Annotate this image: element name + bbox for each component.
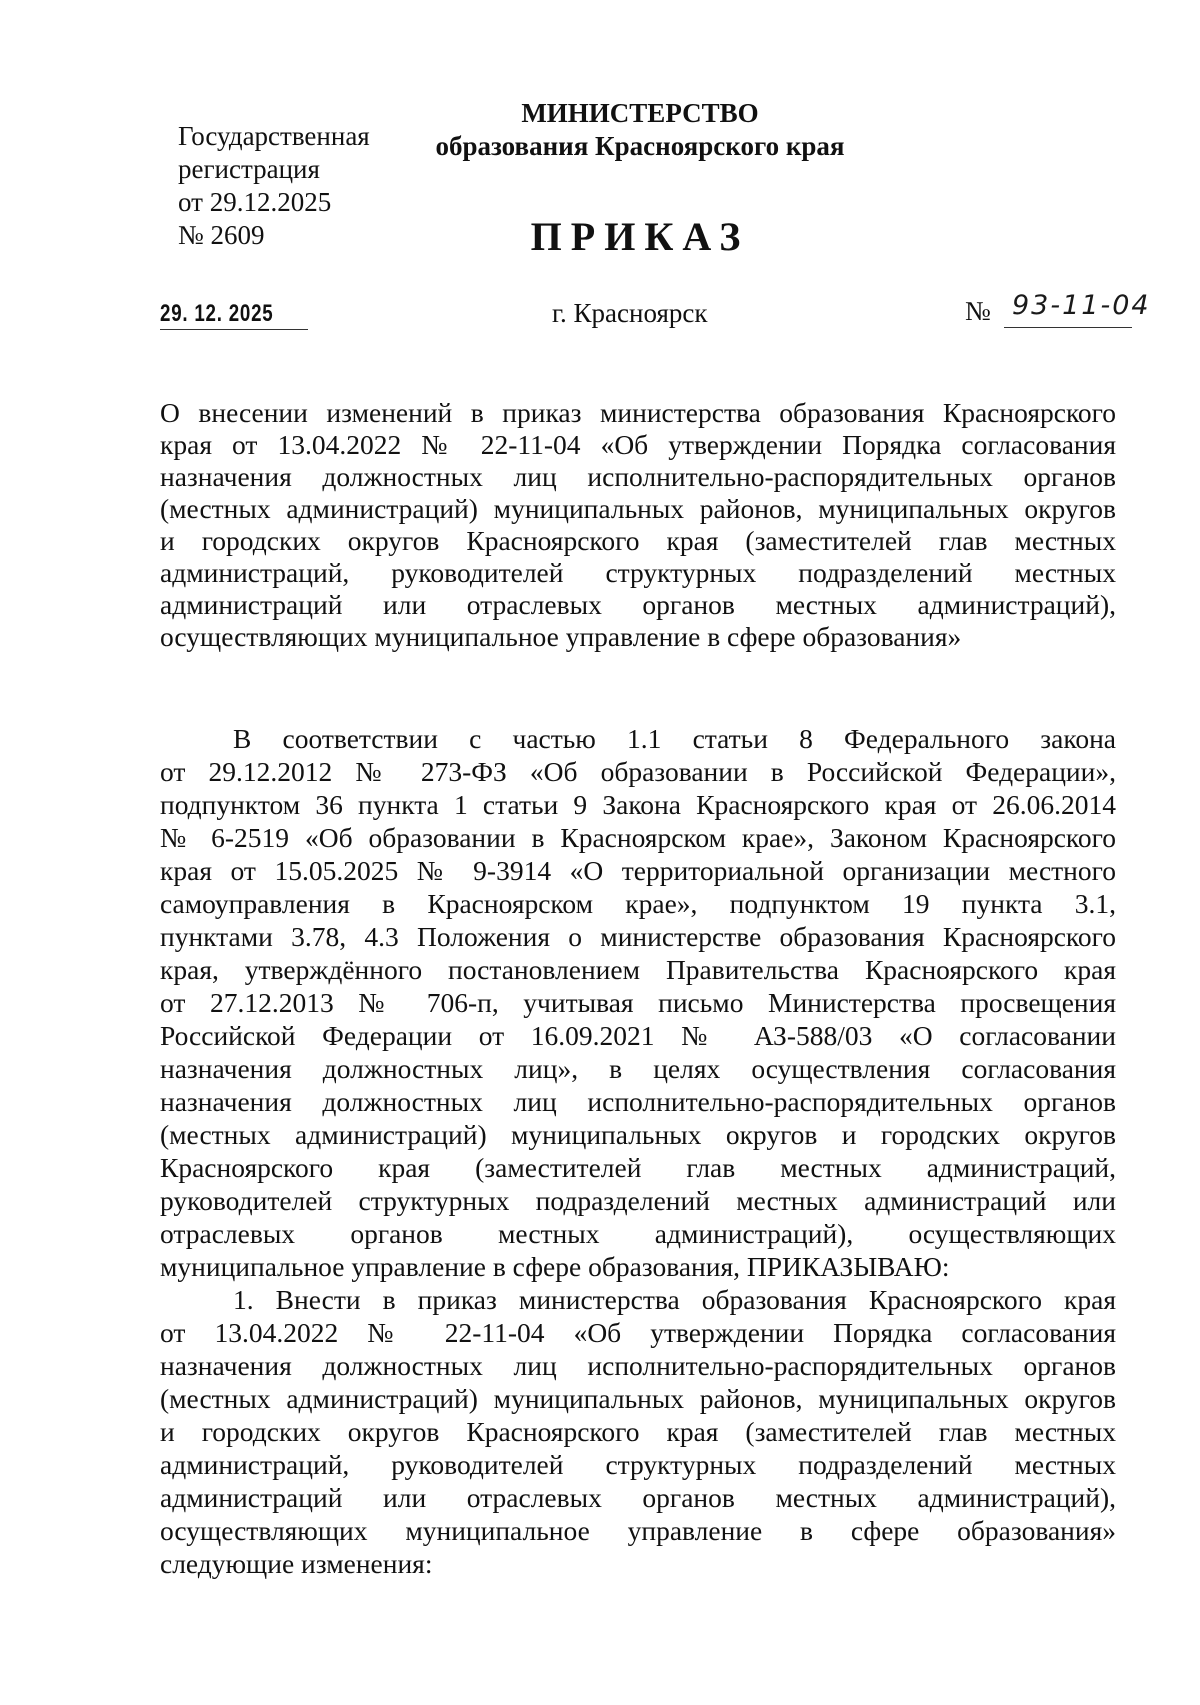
item-line: следующие изменения: xyxy=(160,1548,433,1579)
subject-line: и городских округов Красноярского края (заместителей глав местных xyxy=(160,525,1116,556)
preamble-line: назначения должностных лиц», в целях осуществления согласования xyxy=(160,1053,1116,1084)
preamble-line: Красноярского края (заместителей глав местных администраций, xyxy=(160,1152,1116,1183)
date-underline xyxy=(160,329,308,330)
ministry-header xyxy=(390,97,890,163)
preamble-line: края от 15.05.2025 № 9-3914 «О территориальной организации местного xyxy=(160,855,1116,886)
ministry-subtitle: образования Красноярского края xyxy=(435,131,845,161)
preamble-line: муниципальное управление в сфере образования, ПРИКАЗЫВАЮ: xyxy=(160,1251,950,1282)
item-line: 1. Внести в приказ министерства образования Красноярского края xyxy=(233,1284,1116,1315)
item-line: от 13.04.2022 № 22-11-04 «Об утверждении Порядка согласования xyxy=(160,1317,1116,1348)
registration-line: № 2609 xyxy=(178,220,265,250)
preamble-line: от 29.12.2012 № 273-ФЗ «Об образовании в Российской Федерации», xyxy=(160,756,1116,787)
ministry-name: МИНИСТЕРСТВО xyxy=(521,98,759,128)
registration-line: регистрация xyxy=(178,154,320,184)
number-underline xyxy=(1004,327,1132,328)
preamble-line: самоуправления в Красноярском крае», подпунктом 19 пункта 3.1, xyxy=(160,888,1116,919)
order-title: ПРИКАЗ xyxy=(530,214,750,259)
subject-line: администраций или отраслевых органов местных администраций), xyxy=(160,589,1116,620)
item-line: администраций или отраслевых органов местных администраций), xyxy=(160,1482,1116,1513)
order-number: 93-11-04 xyxy=(1012,290,1151,321)
preamble-line: № 6-2519 «Об образовании в Красноярском крае», Законом Красноярского xyxy=(160,822,1116,853)
subject-line: края от 13.04.2022 № 22-11-04 «Об утверждении Порядка согласования xyxy=(160,429,1116,460)
preamble-line: руководителей структурных подразделений местных администраций или xyxy=(160,1185,1116,1216)
subject-line: назначения должностных лиц исполнительно-распорядительных органов xyxy=(160,461,1116,492)
preamble-line: (местных администраций) муниципальных округов и городских округов xyxy=(160,1119,1116,1150)
preamble-line: В соответствии с частью 1.1 статьи 8 Федерального закона xyxy=(233,723,1116,754)
subject-line: осуществляющих муниципальное управление в сфере образования» xyxy=(160,621,962,652)
subject-line: администраций, руководителей структурных подразделений местных xyxy=(160,557,1116,588)
item-line: осуществляющих муниципальное управление в сфере образования» xyxy=(160,1515,1116,1546)
preamble-line: отраслевых органов местных администраций), осуществляющих xyxy=(160,1218,1116,1249)
item-line: администраций, руководителей структурных подразделений местных xyxy=(160,1449,1116,1480)
preamble-line: подпунктом 36 пункта 1 статьи 9 Закона Красноярского края от 26.06.2014 xyxy=(160,789,1116,820)
item-line: и городских округов Красноярского края (заместителей глав местных xyxy=(160,1416,1116,1447)
preamble-line: от 27.12.2013 № 706-п, учитывая письмо Министерства просвещения xyxy=(160,987,1116,1018)
preamble-line: назначения должностных лиц исполнительно-распорядительных органов xyxy=(160,1086,1116,1117)
subject-line: (местных администраций) муниципальных районов, муниципальных округов xyxy=(160,493,1116,524)
registration-block xyxy=(178,120,370,252)
preamble-line: края, утверждённого постановлением Правительства Красноярского края xyxy=(160,954,1116,985)
order-number-sign: № xyxy=(965,296,991,326)
registration-line: от 29.12.2025 xyxy=(178,187,332,217)
preamble-line: Российской Федерации от 16.09.2021 № АЗ-588/03 «О согласовании xyxy=(160,1020,1116,1051)
item-line: (местных администраций) муниципальных районов, муниципальных округов xyxy=(160,1383,1116,1414)
order-city: г. Красноярск xyxy=(552,298,708,328)
preamble-line: пунктами 3.78, 4.3 Положения о министерстве образования Красноярского xyxy=(160,921,1116,952)
registration-line: Государственная xyxy=(178,121,370,151)
subject-line: О внесении изменений в приказ министерства образования Красноярского xyxy=(160,397,1116,428)
item-line: назначения должностных лиц исполнительно-распорядительных органов xyxy=(160,1350,1116,1381)
order-date: 29. 12. 2025 xyxy=(160,300,274,327)
